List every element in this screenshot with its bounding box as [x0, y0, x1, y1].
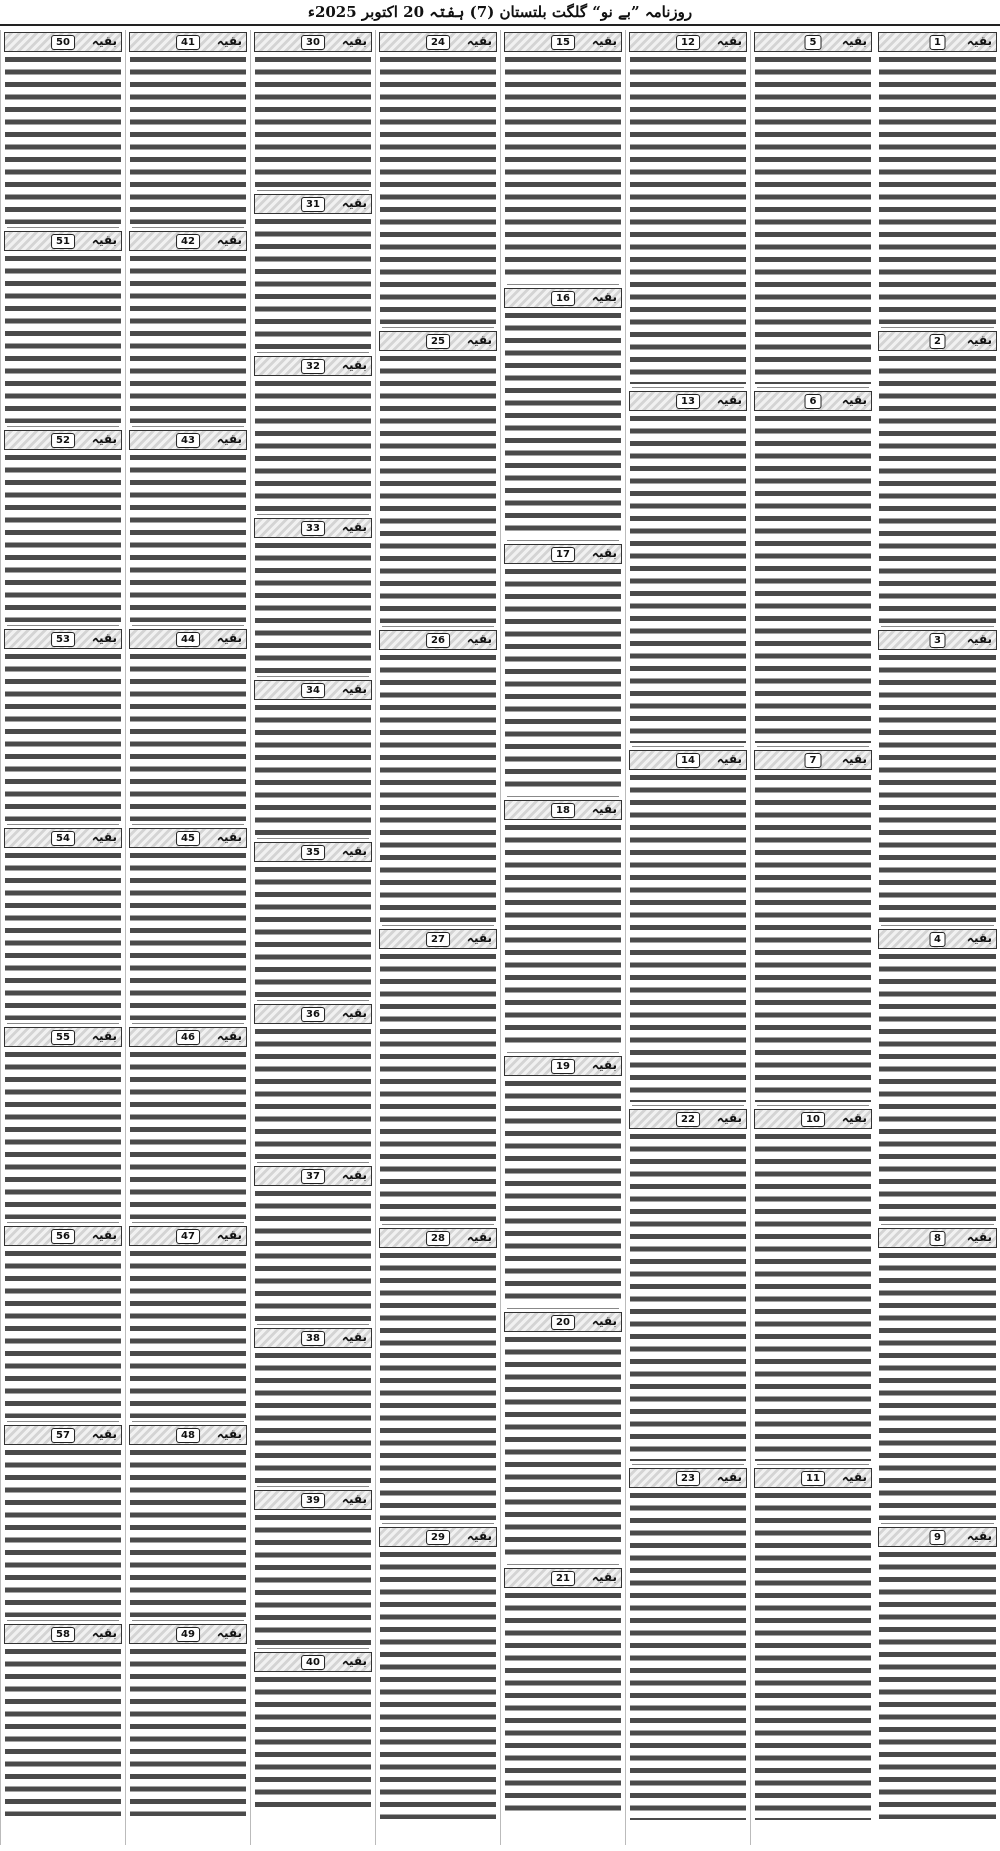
- article-text: [630, 772, 746, 1102]
- continuation-number: 47: [176, 1229, 200, 1244]
- divider: [881, 626, 994, 627]
- article-text: [255, 1026, 371, 1159]
- article-text: [255, 1512, 371, 1645]
- divider: [507, 1308, 619, 1309]
- continuation-number: 4: [929, 932, 946, 947]
- continuation-label: بقیہ: [341, 844, 367, 858]
- article-text: [130, 54, 246, 224]
- continuation-label: بقیہ: [341, 358, 367, 372]
- continuation-label: بقیہ: [966, 1230, 992, 1244]
- divider: [257, 190, 369, 191]
- divider: [7, 227, 119, 228]
- divider: [382, 925, 494, 926]
- article-text: [5, 452, 121, 622]
- continuation-label: بقیہ: [91, 432, 117, 446]
- continuation-banner: [754, 391, 872, 411]
- continuation-label: بقیہ: [966, 931, 992, 945]
- continuation-banner: [129, 430, 247, 450]
- divider: [507, 540, 619, 541]
- article-text: [380, 1549, 496, 1819]
- article-text: [5, 651, 121, 821]
- divider: [7, 1023, 119, 1024]
- article-text: [255, 216, 371, 349]
- continuation-banner: [129, 629, 247, 649]
- article-text: [5, 1248, 121, 1418]
- continuation-number: 21: [551, 1571, 575, 1586]
- continuation-banner: [254, 1166, 372, 1186]
- columns-area: [0, 30, 1000, 1845]
- continuation-number: 15: [551, 35, 575, 50]
- continuation-banner: [254, 32, 372, 52]
- article-text: [879, 54, 996, 324]
- continuation-banner: [754, 750, 872, 770]
- continuation-number: 32: [301, 359, 325, 374]
- article-text: [130, 1049, 246, 1219]
- divider: [507, 284, 619, 285]
- article-text: [380, 1250, 496, 1520]
- continuation-banner: [878, 1228, 997, 1248]
- continuation-banner: [129, 828, 247, 848]
- continuation-number: 56: [51, 1229, 75, 1244]
- divider: [881, 327, 994, 328]
- continuation-label: بقیہ: [216, 631, 242, 645]
- divider: [632, 1105, 744, 1106]
- continuation-banner: [878, 32, 997, 52]
- article-text: [255, 1188, 371, 1321]
- continuation-banner: [878, 331, 997, 351]
- divider: [257, 1648, 369, 1649]
- continuation-label: بقیہ: [341, 520, 367, 534]
- article-text: [130, 651, 246, 821]
- article-text: [5, 1049, 121, 1219]
- continuation-number: 55: [51, 1030, 75, 1045]
- article-text: [130, 253, 246, 423]
- continuation-banner: [754, 1468, 872, 1488]
- continuation-label: بقیہ: [841, 34, 867, 48]
- continuation-banner: [504, 1568, 622, 1588]
- article-text: [630, 413, 746, 743]
- continuation-banner: [254, 518, 372, 538]
- continuation-banner: [379, 331, 497, 351]
- article-text: [5, 54, 121, 224]
- continuation-number: 16: [551, 291, 575, 306]
- continuation-banner: [754, 1109, 872, 1129]
- divider: [881, 1523, 994, 1524]
- article-text: [380, 951, 496, 1221]
- continuation-label: بقیہ: [91, 34, 117, 48]
- divider: [7, 625, 119, 626]
- continuation-number: 54: [51, 831, 75, 846]
- continuation-banner: [4, 629, 122, 649]
- continuation-number: 46: [176, 1030, 200, 1045]
- continuation-number: 6: [805, 394, 822, 409]
- continuation-number: 7: [805, 753, 822, 768]
- continuation-number: 17: [551, 547, 575, 562]
- article-text: [255, 54, 371, 187]
- continuation-label: بقیہ: [966, 34, 992, 48]
- divider: [507, 1052, 619, 1053]
- continuation-number: 45: [176, 831, 200, 846]
- divider: [757, 1464, 869, 1465]
- continuation-label: بقیہ: [91, 1029, 117, 1043]
- continuation-number: 34: [301, 683, 325, 698]
- continuation-label: بقیہ: [466, 931, 492, 945]
- article-text: [630, 1131, 746, 1461]
- article-text: [505, 1078, 621, 1305]
- continuation-label: بقیہ: [716, 752, 742, 766]
- continuation-banner: [129, 32, 247, 52]
- article-text: [505, 1334, 621, 1561]
- continuation-number: 2: [929, 334, 946, 349]
- article-text: [755, 772, 871, 1102]
- divider: [881, 1224, 994, 1225]
- continuation-banner: [4, 1226, 122, 1246]
- continuation-label: بقیہ: [216, 1228, 242, 1242]
- article-text: [130, 1646, 246, 1816]
- divider: [382, 626, 494, 627]
- continuation-number: 35: [301, 845, 325, 860]
- continuation-number: 49: [176, 1627, 200, 1642]
- divider: [7, 1421, 119, 1422]
- article-text: [255, 540, 371, 673]
- continuation-label: بقیہ: [841, 752, 867, 766]
- article-text: [130, 1447, 246, 1617]
- continuation-label: بقیہ: [341, 682, 367, 696]
- continuation-number: 38: [301, 1331, 325, 1346]
- continuation-number: 57: [51, 1428, 75, 1443]
- continuation-number: 41: [176, 35, 200, 50]
- article-text: [879, 353, 996, 623]
- page-column: [0, 30, 125, 1845]
- continuation-number: 11: [801, 1471, 825, 1486]
- page-column: [375, 30, 500, 1845]
- continuation-banner: [629, 750, 747, 770]
- continuation-banner: [4, 1027, 122, 1047]
- continuation-label: بقیہ: [966, 1529, 992, 1543]
- continuation-label: بقیہ: [91, 830, 117, 844]
- page-column: [625, 30, 750, 1845]
- continuation-banner: [254, 1490, 372, 1510]
- continuation-banner: [129, 1226, 247, 1246]
- continuation-banner: [254, 1328, 372, 1348]
- continuation-label: بقیہ: [216, 233, 242, 247]
- continuation-banner: [254, 680, 372, 700]
- continuation-banner: [254, 1004, 372, 1024]
- continuation-number: 8: [929, 1231, 946, 1246]
- page-column: [875, 30, 1000, 1845]
- continuation-banner: [129, 1425, 247, 1445]
- continuation-label: بقیہ: [341, 1330, 367, 1344]
- article-text: [630, 1490, 746, 1820]
- divider: [257, 1162, 369, 1163]
- page-column: [500, 30, 625, 1845]
- continuation-label: بقیہ: [591, 34, 617, 48]
- article-text: [879, 652, 996, 922]
- continuation-label: بقیہ: [341, 196, 367, 210]
- continuation-banner: [4, 1425, 122, 1445]
- continuation-label: بقیہ: [91, 1228, 117, 1242]
- article-text: [755, 1131, 871, 1461]
- divider: [257, 1000, 369, 1001]
- article-text: [505, 566, 621, 793]
- divider: [132, 1023, 244, 1024]
- divider: [382, 1224, 494, 1225]
- masthead: [0, 0, 1000, 26]
- article-text: [879, 951, 996, 1221]
- article-text: [130, 850, 246, 1020]
- divider: [257, 1324, 369, 1325]
- continuation-number: 31: [301, 197, 325, 212]
- continuation-label: بقیہ: [466, 1230, 492, 1244]
- continuation-banner: [629, 1468, 747, 1488]
- continuation-banner: [254, 194, 372, 214]
- continuation-number: 44: [176, 632, 200, 647]
- divider: [132, 1421, 244, 1422]
- article-text: [255, 864, 371, 997]
- continuation-label: بقیہ: [716, 34, 742, 48]
- continuation-banner: [379, 1228, 497, 1248]
- continuation-number: 22: [676, 1112, 700, 1127]
- article-text: [255, 1674, 371, 1807]
- divider: [132, 625, 244, 626]
- continuation-label: بقیہ: [591, 1570, 617, 1584]
- continuation-banner: [504, 32, 622, 52]
- continuation-banner: [629, 1109, 747, 1129]
- divider: [382, 327, 494, 328]
- divider: [132, 227, 244, 228]
- continuation-number: 29: [426, 1530, 450, 1545]
- continuation-banner: [254, 356, 372, 376]
- continuation-label: بقیہ: [216, 830, 242, 844]
- continuation-label: بقیہ: [341, 1168, 367, 1182]
- article-text: [255, 702, 371, 835]
- continuation-banner: [504, 544, 622, 564]
- continuation-label: بقیہ: [216, 34, 242, 48]
- continuation-number: 18: [551, 803, 575, 818]
- continuation-label: بقیہ: [91, 233, 117, 247]
- continuation-number: 52: [51, 433, 75, 448]
- divider: [257, 1486, 369, 1487]
- divider: [7, 426, 119, 427]
- divider: [7, 1620, 119, 1621]
- page-column: [125, 30, 250, 1845]
- page-column: [250, 30, 375, 1845]
- continuation-number: 37: [301, 1169, 325, 1184]
- continuation-banner: [129, 1624, 247, 1644]
- continuation-label: بقیہ: [466, 34, 492, 48]
- continuation-label: بقیہ: [341, 1006, 367, 1020]
- article-text: [380, 54, 496, 324]
- continuation-number: 42: [176, 234, 200, 249]
- continuation-banner: [878, 1527, 997, 1547]
- continuation-number: 9: [929, 1530, 946, 1545]
- continuation-label: بقیہ: [591, 1314, 617, 1328]
- continuation-label: بقیہ: [216, 1626, 242, 1640]
- divider: [507, 1564, 619, 1565]
- continuation-label: بقیہ: [966, 333, 992, 347]
- continuation-number: 5: [805, 35, 822, 50]
- divider: [7, 824, 119, 825]
- article-text: [380, 652, 496, 922]
- continuation-banner: [379, 32, 497, 52]
- divider: [757, 387, 869, 388]
- continuation-label: بقیہ: [466, 1529, 492, 1543]
- continuation-banner: [254, 1652, 372, 1672]
- continuation-banner: [129, 231, 247, 251]
- continuation-banner: [4, 32, 122, 52]
- continuation-label: بقیہ: [591, 1058, 617, 1072]
- article-text: [879, 1250, 996, 1520]
- continuation-banner: [4, 231, 122, 251]
- continuation-number: 19: [551, 1059, 575, 1074]
- divider: [257, 838, 369, 839]
- continuation-label: بقیہ: [841, 393, 867, 407]
- continuation-number: 24: [426, 35, 450, 50]
- continuation-banner: [4, 828, 122, 848]
- continuation-number: 50: [51, 35, 75, 50]
- continuation-label: بقیہ: [91, 631, 117, 645]
- continuation-number: 48: [176, 1428, 200, 1443]
- article-text: [505, 1590, 621, 1817]
- continuation-banner: [379, 1527, 497, 1547]
- continuation-number: 53: [51, 632, 75, 647]
- article-text: [755, 54, 871, 384]
- divider: [382, 1523, 494, 1524]
- continuation-banner: [754, 32, 872, 52]
- continuation-banner: [4, 430, 122, 450]
- masthead-title: روزنامہ ”بے نو“ گلگت بلتستان (7) ہفتہ 20 اکتوبر 2025ء: [307, 3, 693, 21]
- article-text: [130, 1248, 246, 1418]
- divider: [132, 824, 244, 825]
- continuation-banner: [379, 630, 497, 650]
- continuation-label: بقیہ: [966, 632, 992, 646]
- divider: [757, 1105, 869, 1106]
- article-text: [879, 1549, 996, 1819]
- divider: [507, 796, 619, 797]
- continuation-number: 39: [301, 1493, 325, 1508]
- divider: [132, 426, 244, 427]
- article-text: [505, 54, 621, 281]
- continuation-banner: [629, 391, 747, 411]
- page-column: [750, 30, 875, 1845]
- continuation-label: بقیہ: [716, 1111, 742, 1125]
- continuation-number: 13: [676, 394, 700, 409]
- continuation-number: 30: [301, 35, 325, 50]
- continuation-label: بقیہ: [591, 802, 617, 816]
- continuation-number: 33: [301, 521, 325, 536]
- continuation-number: 10: [801, 1112, 825, 1127]
- divider: [881, 925, 994, 926]
- continuation-number: 36: [301, 1007, 325, 1022]
- continuation-number: 1: [929, 35, 946, 50]
- continuation-label: بقیہ: [216, 432, 242, 446]
- divider: [632, 746, 744, 747]
- continuation-label: بقیہ: [91, 1427, 117, 1441]
- continuation-label: بقیہ: [716, 393, 742, 407]
- article-text: [5, 850, 121, 1020]
- continuation-label: بقیہ: [466, 632, 492, 646]
- divider: [132, 1620, 244, 1621]
- continuation-banner: [129, 1027, 247, 1047]
- article-text: [5, 253, 121, 423]
- continuation-number: 25: [426, 334, 450, 349]
- continuation-number: 28: [426, 1231, 450, 1246]
- continuation-number: 40: [301, 1655, 325, 1670]
- continuation-number: 26: [426, 633, 450, 648]
- continuation-label: بقیہ: [841, 1470, 867, 1484]
- article-text: [505, 310, 621, 537]
- article-text: [755, 413, 871, 743]
- continuation-banner: [254, 842, 372, 862]
- continuation-label: بقیہ: [216, 1427, 242, 1441]
- divider: [632, 1464, 744, 1465]
- continuation-label: بقیہ: [341, 1492, 367, 1506]
- divider: [257, 514, 369, 515]
- article-text: [755, 1490, 871, 1820]
- continuation-number: 51: [51, 234, 75, 249]
- continuation-banner: [504, 1056, 622, 1076]
- continuation-banner: [504, 1312, 622, 1332]
- divider: [757, 746, 869, 747]
- divider: [132, 1222, 244, 1223]
- continuation-label: بقیہ: [716, 1470, 742, 1484]
- continuation-label: بقیہ: [341, 1654, 367, 1668]
- continuation-banner: [629, 32, 747, 52]
- article-text: [505, 822, 621, 1049]
- continuation-label: بقیہ: [591, 546, 617, 560]
- article-text: [255, 378, 371, 511]
- continuation-label: بقیہ: [466, 333, 492, 347]
- divider: [632, 387, 744, 388]
- continuation-label: بقیہ: [841, 1111, 867, 1125]
- continuation-number: 23: [676, 1471, 700, 1486]
- continuation-number: 14: [676, 753, 700, 768]
- continuation-number: 3: [929, 633, 946, 648]
- continuation-label: بقیہ: [341, 34, 367, 48]
- continuation-banner: [504, 800, 622, 820]
- continuation-banner: [878, 630, 997, 650]
- continuation-label: بقیہ: [91, 1626, 117, 1640]
- continuation-label: بقیہ: [591, 290, 617, 304]
- continuation-number: 20: [551, 1315, 575, 1330]
- article-text: [255, 1350, 371, 1483]
- article-text: [5, 1646, 121, 1816]
- article-text: [630, 54, 746, 384]
- continuation-number: 27: [426, 932, 450, 947]
- article-text: [380, 353, 496, 623]
- divider: [257, 352, 369, 353]
- continuation-number: 58: [51, 1627, 75, 1642]
- continuation-banner: [379, 929, 497, 949]
- divider: [7, 1222, 119, 1223]
- continuation-number: 43: [176, 433, 200, 448]
- article-text: [130, 452, 246, 622]
- continuation-label: بقیہ: [216, 1029, 242, 1043]
- article-text: [5, 1447, 121, 1617]
- continuation-banner: [504, 288, 622, 308]
- divider: [257, 676, 369, 677]
- continuation-banner: [878, 929, 997, 949]
- continuation-number: 12: [676, 35, 700, 50]
- continuation-banner: [4, 1624, 122, 1644]
